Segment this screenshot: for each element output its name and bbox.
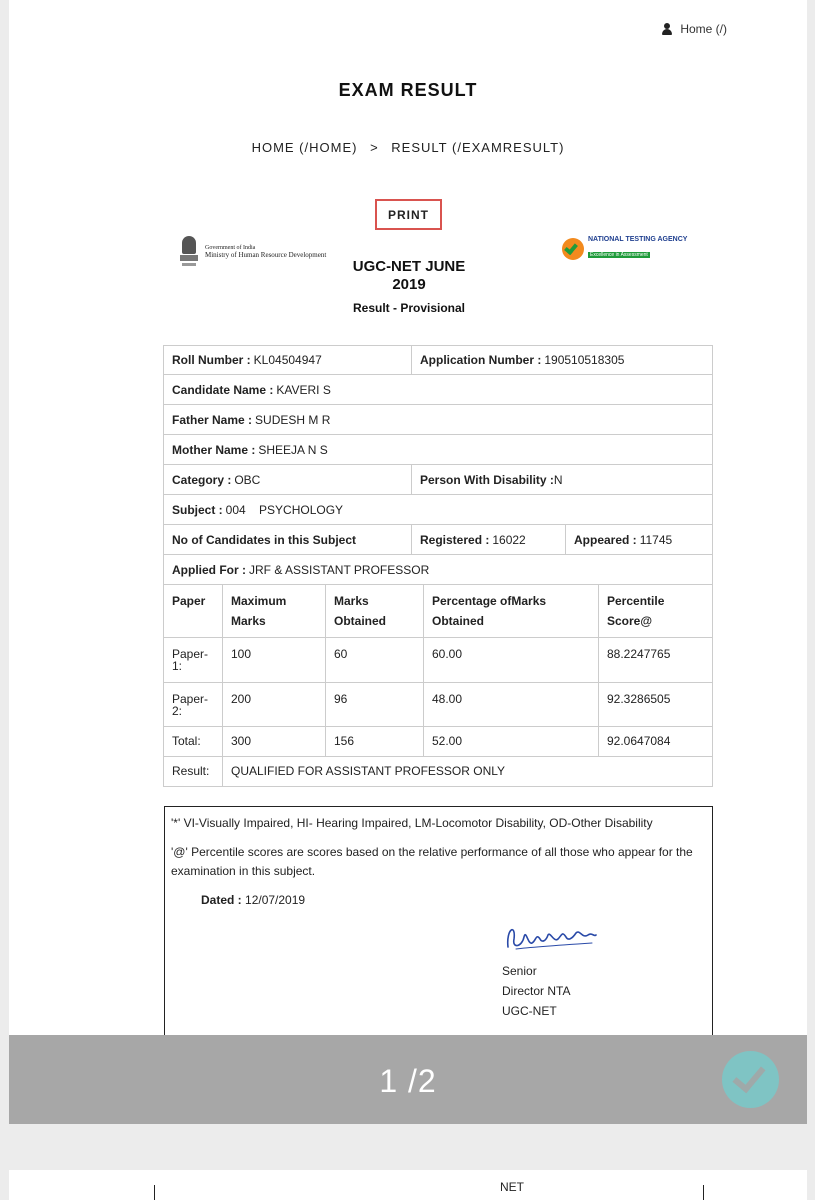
signature-block [502, 917, 572, 1021]
marks-obtained: 96 [326, 683, 424, 726]
next-page-table-edges [154, 1185, 704, 1200]
table-row [163, 345, 713, 375]
notes-box [164, 806, 713, 1046]
print-button[interactable]: PRINT [375, 199, 442, 230]
application-label: Application Number : [420, 353, 542, 367]
percentile-note: '@' Percentile scores are scores based on the relative performance of all those who appear for the examination in this subject. [171, 845, 693, 878]
table-row [163, 375, 713, 405]
category-label: Category : [172, 472, 232, 487]
ministry-logo [179, 236, 326, 268]
percentile: 92.3286505 [607, 692, 671, 706]
page-indicator: 1 /2 [379, 1063, 437, 1099]
home-link[interactable] [662, 22, 727, 36]
pwd-label: Person With Disability : [420, 472, 554, 487]
nta-check-icon [562, 238, 584, 260]
appeared-count: 11745 [639, 532, 673, 547]
result-row [163, 757, 713, 787]
category: OBC [234, 472, 261, 487]
percentage: 60.00 [424, 638, 599, 682]
registered-count: 16022 [492, 532, 526, 547]
nta-logo-line2: Excellence in Assessment [590, 252, 648, 258]
result-table [163, 345, 713, 787]
percentile: 92.0647084 [607, 734, 671, 748]
table-row [163, 405, 713, 435]
table-row [163, 525, 713, 555]
header-marks-obtained: Marks Obtained [326, 585, 424, 637]
exam-title: UGC-NET JUNE 2019 [352, 258, 466, 293]
header-maximum-marks: Maximum Marks [223, 585, 326, 637]
table-row [163, 495, 713, 525]
exam-subtitle: Result - Provisional [352, 301, 466, 315]
signatory-designation: Senior Director NTA UGC-NET [502, 964, 570, 1018]
home-link-label[interactable]: Home (/) [680, 22, 727, 36]
appeared-label: Appeared : [574, 532, 637, 547]
header-percentile: Percentile Score@ [607, 594, 665, 628]
dated-value: 12/07/2019 [245, 893, 306, 907]
disability-note: '*' VI-Visually Impaired, HI- Hearing Impaired, LM-Locomotor Disability, OD-Other Disability [171, 816, 653, 830]
subject: 004 PSYCHOLOGY [225, 502, 344, 517]
paper-name: Paper-2: [164, 683, 223, 726]
nta-logo-line1: NATIONAL TESTING AGENCY [588, 236, 688, 243]
percentage: 52.00 [424, 727, 599, 756]
dated-label: Dated : [201, 893, 242, 907]
roll-label: Roll Number : [172, 353, 251, 367]
page-title: EXAM RESULT [338, 80, 478, 100]
candidate-name-label: Candidate Name : [172, 382, 274, 397]
percentile: 88.2247765 [607, 647, 671, 661]
pwd-value: N [553, 472, 563, 487]
table-row [163, 727, 713, 757]
candidate-name: KAVERI S [276, 382, 331, 397]
signature-image [502, 917, 598, 957]
marks-obtained: 60 [326, 638, 424, 682]
paper-name: Total: [164, 727, 223, 756]
max-marks: 100 [223, 638, 326, 682]
mother-name: SHEEJA N S [258, 442, 328, 457]
header-paper: Paper [164, 585, 223, 637]
max-marks: 300 [223, 727, 326, 756]
emblem-icon [179, 236, 199, 268]
marks-header-row [163, 585, 713, 638]
marks-obtained: 156 [326, 727, 424, 756]
ministry-logo-line1: Government of India [205, 245, 256, 251]
breadcrumb-current[interactable]: RESULT (/EXAMRESULT) [391, 140, 565, 155]
document-page [9, 0, 807, 1124]
user-icon [662, 23, 672, 35]
max-marks: 200 [223, 683, 326, 726]
applied-for: JRF & ASSISTANT PROFESSOR [249, 562, 430, 577]
page-indicator-bar [9, 1035, 807, 1124]
table-row [163, 683, 713, 727]
table-row [163, 435, 713, 465]
check-icon [732, 1059, 765, 1094]
roll-number: KL04504947 [253, 353, 322, 367]
table-row [163, 465, 713, 495]
applied-for-label: Applied For : [172, 562, 246, 577]
result-label: Result: [164, 757, 223, 786]
table-row [163, 555, 713, 585]
done-check-button[interactable] [722, 1051, 779, 1108]
result-value: QUALIFIED FOR ASSISTANT PROFESSOR ONLY [231, 764, 506, 778]
father-name: SUDESH M R [255, 412, 331, 427]
subject-label: Subject : [172, 502, 223, 517]
registered-label: Registered : [420, 532, 490, 547]
father-name-label: Father Name : [172, 412, 253, 427]
ministry-logo-line2: Ministry of Human Resource Development [205, 251, 327, 259]
header-percentage: Percentage ofMarks Obtained [424, 585, 599, 637]
breadcrumb-separator: > [370, 140, 379, 155]
paper-name: Paper-1: [164, 638, 223, 682]
nta-logo [562, 236, 687, 261]
breadcrumb-home[interactable]: HOME (/HOME) [251, 140, 358, 155]
mother-name-label: Mother Name : [172, 442, 256, 457]
application-number: 190510518305 [544, 353, 625, 367]
percentage: 48.00 [424, 683, 599, 726]
breadcrumb [9, 140, 807, 155]
candidates-label: No of Candidates in this Subject [172, 532, 357, 547]
table-row [163, 638, 713, 683]
next-page-text: NET [500, 1180, 524, 1194]
dated [201, 891, 706, 910]
